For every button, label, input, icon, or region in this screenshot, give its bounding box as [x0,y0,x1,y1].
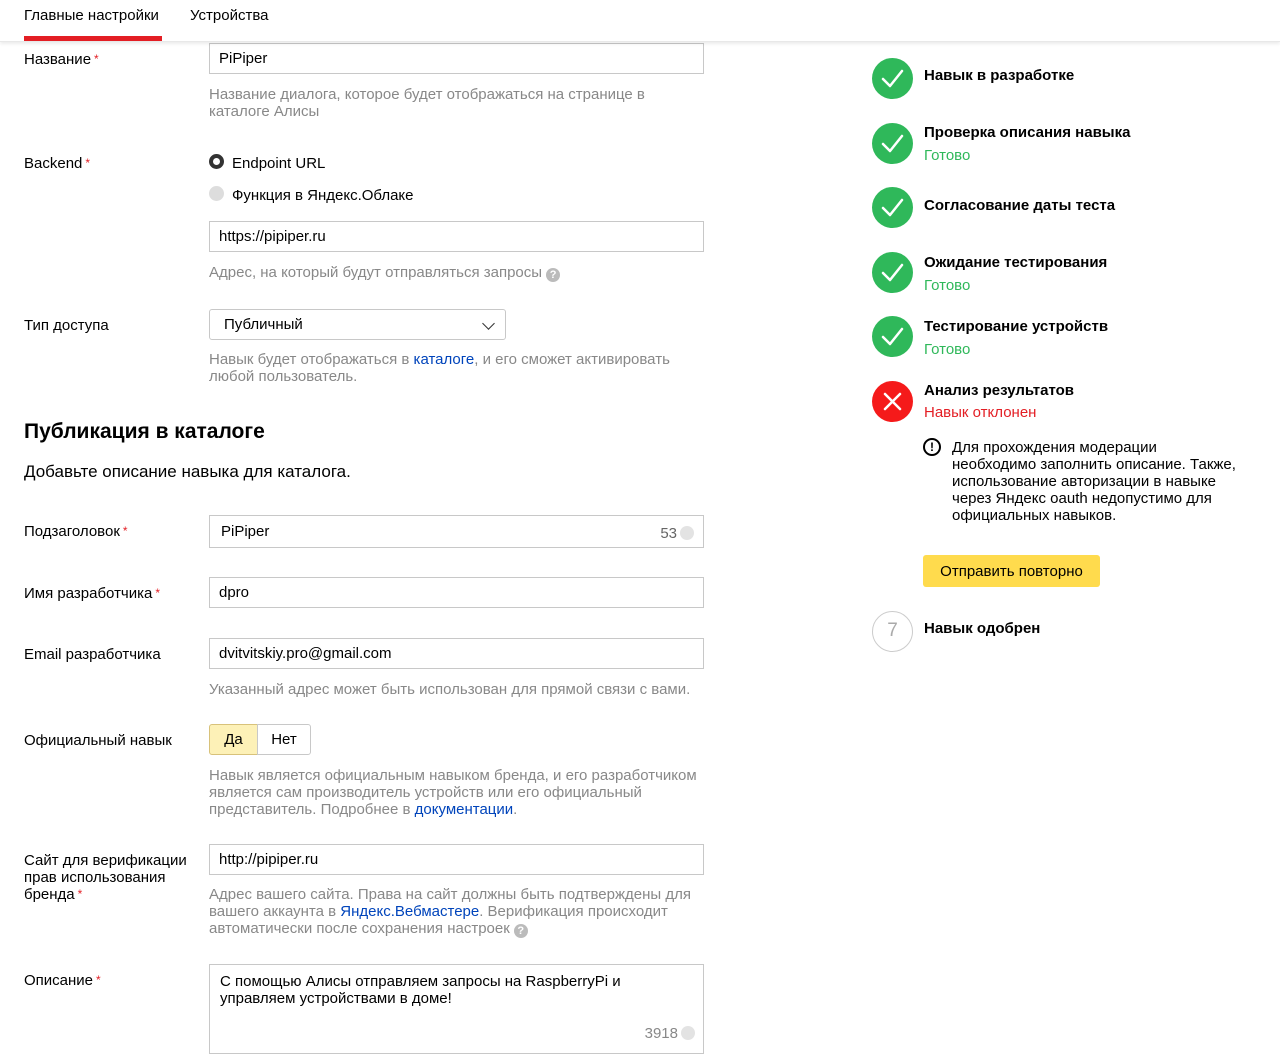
brand-site-input[interactable] [209,844,704,875]
subheading-label: Подзаголовок * [24,523,128,540]
official-skill-label: Официальный навык [24,732,172,749]
developer-email-hint: Указанный адрес может быть использован для прямой связи с вами. [209,681,691,698]
step-title: Навык в разработке [924,67,1075,84]
brand-site-label: Сайт для верификации прав использования бренда * [24,852,187,903]
official-yes-button[interactable]: Да [209,724,258,755]
subheading-input[interactable] [209,515,704,548]
step-title: Навык одобрен [924,620,1041,637]
developer-email-label: Email разработчика [24,646,161,663]
official-skill-hint: Навык является официальным навыком бренда, и его разработчиком является сам производитель устройств или его официальный представитель. Подробнее в документации. [209,767,697,818]
backend-hint: Адрес, на который будут отправляться запросы ? [209,264,709,282]
radio-yandex-cloud-function[interactable] [209,186,224,201]
step-status: Готово [924,277,971,294]
name-label: Название * [24,51,99,68]
name-input[interactable] [209,43,704,74]
check-icon [872,187,913,228]
official-no-button[interactable]: Нет [257,724,311,755]
description-counter: 3918 [645,1025,695,1042]
backend-url-input[interactable] [209,221,704,252]
step-title: Согласование даты теста [924,197,1116,214]
access-type-label: Тип доступа [24,317,109,334]
access-type-select[interactable] [209,309,506,340]
top-tabs-bar [0,0,1280,42]
tab-main-settings[interactable]: Главные настройки [24,7,159,24]
documentation-link[interactable]: документации [414,801,514,818]
developer-email-input[interactable] [209,638,704,669]
step-title: Проверка описания навыка [924,124,1131,141]
radio-endpoint-url-label[interactable]: Endpoint URL [232,155,326,172]
radio-endpoint-url[interactable] [209,154,224,169]
cross-icon [872,381,913,422]
step-title: Анализ результатов [924,382,1074,399]
developer-name-input[interactable] [209,577,704,608]
step-title: Ожидание тестирования [924,254,1108,271]
step-title: Тестирование устройств [924,318,1109,335]
moderation-message: Для прохождения модерации необходимо заполнить описание. Также, использование авторизации в навыке через Яндекс oauth недопустимо для официальных навыков. [952,439,1236,524]
counter-indicator-icon [680,526,694,540]
webmaster-link[interactable]: Яндекс.Вебмастере [340,903,480,920]
access-type-hint: Навык будет отображаться в каталоге, и его сможет активировать любой пользователь. [209,351,670,385]
check-icon [872,123,913,164]
help-icon[interactable]: ? [514,924,528,938]
description-label: Описание * [24,972,101,989]
backend-label: Backend * [24,155,91,172]
catalog-section-subtitle: Добавьте описание навыка для каталога. [24,462,351,481]
developer-name-label: Имя разработчика * [24,585,161,602]
catalog-section-title: Публикация в каталоге [24,420,265,443]
check-icon [872,316,913,357]
step-status: Готово [924,341,971,358]
subheading-counter: 53 [660,525,694,542]
check-icon [872,58,913,99]
description-text: С помощью Алисы отправляем запросы на RaspberryPi и управляем устройствами в доме! [220,973,621,1007]
tab-devices[interactable]: Устройства [190,7,269,24]
check-icon [872,252,913,293]
subheading-field [209,515,704,548]
active-tab-indicator [24,36,162,41]
access-type-value: Публичный [224,316,303,333]
exclamation-icon: ! [923,438,941,456]
chevron-down-icon [482,317,495,330]
brand-site-hint: Адрес вашего сайта. Права на сайт должны быть подтверждены для вашего аккаунта в Яндекс.Вебмастере. Верификация происходит автоматически после сохранения настроек ? [209,886,691,937]
step-status: Навык отклонен [924,404,1037,421]
resend-button[interactable]: Отправить повторно [923,555,1100,587]
help-icon[interactable]: ? [546,268,560,282]
name-hint: Название диалога, которое будет отображаться на странице в каталоге Алисы [209,86,645,120]
step-number-badge: 7 [872,611,913,652]
radio-yandex-cloud-function-label[interactable]: Функция в Яндекс.Облаке [232,187,414,204]
step-status: Готово [924,147,971,164]
catalog-link[interactable]: каталоге [413,351,475,368]
description-textarea[interactable] [209,964,704,1054]
